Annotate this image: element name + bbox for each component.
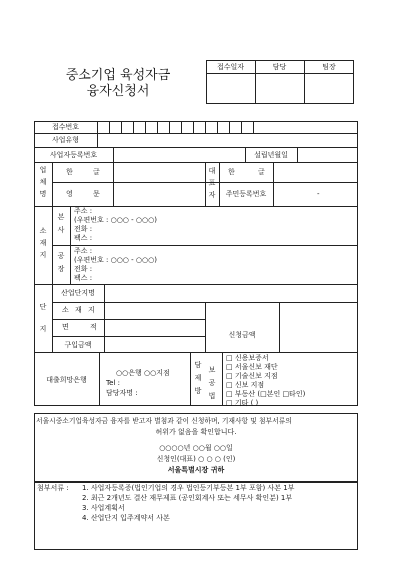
form-title-line2: 융자신청서 <box>86 84 150 99</box>
declaration-line2: 허위가 없음을 확인합니다. <box>155 428 237 436</box>
collateral-option-5[interactable]: □ 부동산 (□본인 □타인) <box>226 390 306 398</box>
estate-price-label: 구입금액 <box>64 341 92 349</box>
bank-tel: Tel : <box>106 379 120 387</box>
company-name-v2: 체 <box>39 178 47 186</box>
bank-branch: ○○은행 ○○지점 <box>116 369 170 377</box>
declaration-applicant: 신청인(대표) ○ ○ ○ (인) <box>156 455 236 463</box>
factory-v1: 공 <box>57 252 65 260</box>
attachment-item-2: 2. 최근 2개년도 결산 재무제표 (공인회계사 또는 세무사 확인분) 1부 <box>82 494 293 502</box>
factory-fax: 팩스 : <box>74 274 93 282</box>
hq-postal: (우편번호 : ○○○ - ○○○) <box>74 216 157 224</box>
collateral-v3: 제 <box>194 374 202 382</box>
collateral-v2: 보 <box>208 366 216 374</box>
rep-hangul-2: 글 <box>258 168 265 176</box>
loan-amount-label: 신청금액 <box>228 331 256 339</box>
factory-v2: 장 <box>57 265 65 273</box>
founded-label: 설립년월일 <box>254 151 288 159</box>
rep-hangul-1: 한 <box>228 168 235 176</box>
hq-v1: 본 <box>57 213 65 221</box>
company-english-label-1: 영 <box>66 190 73 198</box>
company-name-v3: 명 <box>39 190 47 198</box>
collateral-option-2[interactable]: □ 서울신보 재단 <box>226 363 278 371</box>
business-type-label: 사업유형 <box>51 136 80 144</box>
estate-v2: 지 <box>39 325 47 333</box>
approval-received-date: 접수일자 <box>216 63 245 71</box>
collateral-v5: 방 <box>194 387 202 395</box>
rep-v3: 자 <box>208 191 216 199</box>
estate-loc-3: 지 <box>88 306 95 314</box>
location-v3: 지 <box>39 251 47 259</box>
hq-fax: 팩스 : <box>74 234 93 242</box>
declaration-date: ○○○○년 ○○월 ○○일 <box>159 444 233 452</box>
estate-area-2: 적 <box>90 323 97 331</box>
location-v1: 소 <box>39 227 47 235</box>
attachment-item-1: 1. 사업자등록증(법인기업의 경우 법인등기부등본 1부 포함) 사본 1부 <box>82 484 295 492</box>
collateral-option-3[interactable]: □ 기술신보 지점 <box>226 372 278 380</box>
declaration-line1: 서울시중소기업육성자금 융자를 받고자 별첨과 같이 신청하며, 기재사항 및 첨부서류의 <box>36 417 292 425</box>
rep-v1: 대 <box>208 167 216 175</box>
collateral-v1: 담 <box>194 361 202 369</box>
company-hangul-label-2: 글 <box>93 168 100 176</box>
collateral-v6: 법 <box>208 392 216 400</box>
attachment-item-4: 4. 산업단지 입주계약서 사본 <box>82 514 170 522</box>
estate-loc-2: 재 <box>75 306 82 314</box>
collateral-v4: 공 <box>208 379 216 387</box>
estate-v1: 단 <box>39 303 47 311</box>
resident-no-label: 주민등록번호 <box>225 190 267 198</box>
hq-v2: 사 <box>57 226 65 234</box>
collateral-option-1[interactable]: □ 신용보증서 <box>226 354 269 362</box>
biz-reg-no-label: 사업자등록번호 <box>49 151 98 159</box>
collateral-option-4[interactable]: □ 신보 지점 <box>226 381 265 389</box>
collateral-option-6[interactable]: □ 기타 ( ) <box>226 399 259 407</box>
bank-label: 대출희망은행 <box>46 376 87 384</box>
company-hangul-label-1: 한 <box>66 168 73 176</box>
approval-manager: 팀장 <box>322 63 336 71</box>
estate-name-label: 산업단지명 <box>61 289 95 297</box>
resident-no-dash: - <box>317 190 320 198</box>
hq-phone: 전화 : <box>74 225 93 233</box>
estate-loc-1: 소 <box>62 306 69 314</box>
company-english-label-2: 문 <box>93 190 100 198</box>
factory-postal: (우편번호 : ○○○ - ○○○) <box>74 256 157 264</box>
location-v2: 재 <box>39 239 47 247</box>
attachment-item-3: 3. 사업계획서 <box>82 504 125 512</box>
declaration-recipient: 서울특별시장 귀하 <box>167 466 225 474</box>
bank-officer: 담당자명 : <box>106 389 138 397</box>
hq-address: 주소 : <box>74 207 93 215</box>
factory-address: 주소 : <box>74 247 93 255</box>
form-title-line1: 중소기업 육성자금 <box>65 68 171 83</box>
factory-phone: 전화 : <box>74 265 93 273</box>
receipt-no-label: 접수번호 <box>51 123 80 131</box>
estate-area-1: 면 <box>62 323 69 331</box>
company-name-v1: 업 <box>39 166 47 174</box>
rep-v2: 표 <box>208 179 216 187</box>
approval-staff: 담당 <box>272 63 287 71</box>
attachments-label: 첨부서류 : <box>37 484 69 492</box>
